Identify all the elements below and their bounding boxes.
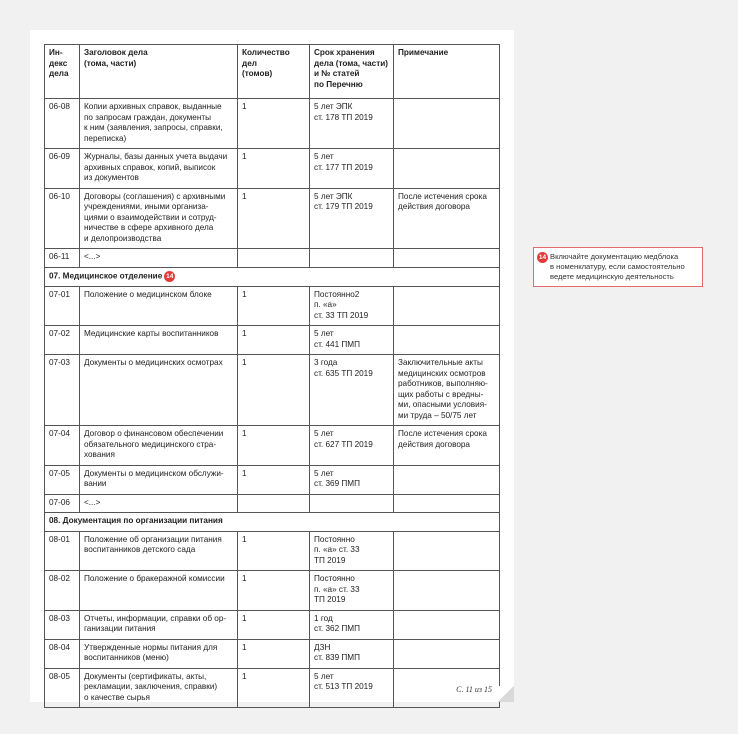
table-row bbox=[45, 149, 500, 189]
cell-retention: 5 лет ЭПК ст. 179 ТП 2019 bbox=[310, 188, 394, 249]
cell-count bbox=[238, 249, 310, 268]
cell-note: После истечения срока действия договора bbox=[394, 426, 500, 466]
section-title bbox=[45, 267, 500, 286]
cell-count: 1 bbox=[238, 610, 310, 639]
cell-title: Договор о финансовом обеспечении обязательного медицинского стра- хования bbox=[80, 426, 238, 466]
table-row bbox=[45, 531, 500, 571]
cell-index: 07-05 bbox=[45, 465, 80, 494]
cell-note bbox=[394, 494, 500, 513]
cell-note bbox=[394, 326, 500, 355]
cell-note bbox=[394, 249, 500, 268]
table-row bbox=[45, 494, 500, 513]
table-row bbox=[45, 426, 500, 466]
cell-count bbox=[238, 494, 310, 513]
table-row bbox=[45, 249, 500, 268]
header-note: Примечание bbox=[394, 45, 500, 99]
table-row bbox=[45, 668, 500, 708]
cell-retention: 5 лет ст. 627 ТП 2019 bbox=[310, 426, 394, 466]
table-row bbox=[45, 639, 500, 668]
cell-retention: ДЗН ст. 839 ПМП bbox=[310, 639, 394, 668]
header-retention: Срок хранения дела (тома, части) и № статей по Перечню bbox=[310, 45, 394, 99]
cell-retention: Постоянно2 п. «а» ст. 33 ТП 2019 bbox=[310, 286, 394, 326]
cell-title: Положение об организации питания воспитанников детского сада bbox=[80, 531, 238, 571]
page-fold-corner bbox=[498, 686, 514, 702]
cell-retention: 5 лет ст. 369 ПМП bbox=[310, 465, 394, 494]
cell-index: 07-03 bbox=[45, 355, 80, 426]
cell-title: Положение о медицинском блоке bbox=[80, 286, 238, 326]
header-count: Количество дел (томов) bbox=[238, 45, 310, 99]
cell-retention: 5 лет ЭПК ст. 178 ТП 2019 bbox=[310, 99, 394, 149]
page-number: С. 11 из 15 bbox=[456, 685, 492, 694]
cell-note bbox=[394, 639, 500, 668]
cell-note bbox=[394, 286, 500, 326]
cell-retention: 5 лет ст. 441 ПМП bbox=[310, 326, 394, 355]
section-title-text: 08. Документация по организации питания bbox=[49, 516, 223, 526]
header-title: Заголовок дела (тома, части) bbox=[80, 45, 238, 99]
table-row bbox=[45, 465, 500, 494]
note-number-badge: 14 bbox=[538, 254, 547, 261]
cell-count: 1 bbox=[238, 465, 310, 494]
cell-index: 07-01 bbox=[45, 286, 80, 326]
cell-title: Утвержденные нормы питания для воспитанников (меню) bbox=[80, 639, 238, 668]
cell-title: Документы о медицинских осмотрах bbox=[80, 355, 238, 426]
cell-retention: 5 лет ст. 513 ТП 2019 bbox=[310, 668, 394, 708]
cell-note bbox=[394, 149, 500, 189]
cell-index: 08-03 bbox=[45, 610, 80, 639]
cell-index: 06-10 bbox=[45, 188, 80, 249]
cell-index: 06-11 bbox=[45, 249, 80, 268]
cell-retention: 1 год ст. 362 ПМП bbox=[310, 610, 394, 639]
cell-note bbox=[394, 99, 500, 149]
cell-title: <...> bbox=[80, 249, 238, 268]
table-row bbox=[45, 286, 500, 326]
cell-index: 08-05 bbox=[45, 668, 80, 708]
cell-note bbox=[394, 465, 500, 494]
cell-count: 1 bbox=[238, 188, 310, 249]
cell-index: 08-04 bbox=[45, 639, 80, 668]
table-row bbox=[45, 188, 500, 249]
cell-title: Положение о бракеражной комиссии bbox=[80, 571, 238, 611]
cell-retention: Постоянно п. «а» ст. 33 ТП 2019 bbox=[310, 571, 394, 611]
header-index: Ин- декс дела bbox=[45, 45, 80, 99]
cell-title: Отчеты, информации, справки об ор- ганизации питания bbox=[80, 610, 238, 639]
cell-count: 1 bbox=[238, 668, 310, 708]
cell-count: 1 bbox=[238, 571, 310, 611]
cell-count: 1 bbox=[238, 531, 310, 571]
cell-note: После истечения срока действия договора bbox=[394, 188, 500, 249]
document-page bbox=[30, 30, 514, 702]
cell-index: 08-02 bbox=[45, 571, 80, 611]
cell-count: 1 bbox=[238, 639, 310, 668]
cell-count: 1 bbox=[238, 99, 310, 149]
table-header-row bbox=[45, 45, 500, 99]
note-number-badge: 14 bbox=[166, 272, 174, 280]
cell-title: Медицинские карты воспитанников bbox=[80, 326, 238, 355]
side-note bbox=[533, 247, 703, 287]
cell-title: Журналы, базы данных учета выдачи архивных справок, копий, выписок из документов bbox=[80, 149, 238, 189]
cell-title: Документы (сертификаты, акты, рекламации, заключения, справки) о качестве сырья bbox=[80, 668, 238, 708]
cell-retention bbox=[310, 494, 394, 513]
cell-note bbox=[394, 531, 500, 571]
table-row bbox=[45, 355, 500, 426]
section-title bbox=[45, 513, 500, 532]
cell-count: 1 bbox=[238, 326, 310, 355]
table-row bbox=[45, 99, 500, 149]
cell-note: Заключительные акты медицинских осмотров работников, выполняю- щих работы с вредны- ми, опасными условия- ми труда – 50/75 лет bbox=[394, 355, 500, 426]
cell-note bbox=[394, 610, 500, 639]
cell-note bbox=[394, 571, 500, 611]
table-row bbox=[45, 326, 500, 355]
cell-index: 07-06 bbox=[45, 494, 80, 513]
section-row bbox=[45, 513, 500, 532]
cell-count: 1 bbox=[238, 149, 310, 189]
cell-index: 07-02 bbox=[45, 326, 80, 355]
cell-title: Копии архивных справок, выданные по запросам граждан, документы к ним (заявления, запросы, справки, переписка) bbox=[80, 99, 238, 149]
section-title-text: 07. Медицинское отделение bbox=[49, 271, 163, 281]
cell-index: 08-01 bbox=[45, 531, 80, 571]
cell-count: 1 bbox=[238, 355, 310, 426]
cell-retention: Постоянно п. «а» ст. 33 ТП 2019 bbox=[310, 531, 394, 571]
cell-title: <...> bbox=[80, 494, 238, 513]
cell-count: 1 bbox=[238, 286, 310, 326]
table-row bbox=[45, 610, 500, 639]
nomenclature-table bbox=[44, 44, 500, 708]
cell-index: 07-04 bbox=[45, 426, 80, 466]
cell-index: 06-09 bbox=[45, 149, 80, 189]
cell-title: Документы о медицинском обслужи- вании bbox=[80, 465, 238, 494]
table-row bbox=[45, 571, 500, 611]
cell-title: Договоры (соглашения) с архивными учреждениями, иными организа- циями о взаимодействии и сотруд- ничестве в сфере архивного дела и делопроизводства bbox=[80, 188, 238, 249]
cell-retention: 5 лет ст. 177 ТП 2019 bbox=[310, 149, 394, 189]
section-row bbox=[45, 267, 500, 286]
cell-retention: 3 года ст. 635 ТП 2019 bbox=[310, 355, 394, 426]
table-body bbox=[45, 99, 500, 708]
cell-count: 1 bbox=[238, 426, 310, 466]
cell-retention bbox=[310, 249, 394, 268]
side-note-text: Включайте документацию медблока в номенклатуру, если самостоятельно ведете медицинскую деятельность bbox=[550, 252, 685, 281]
cell-index: 06-08 bbox=[45, 99, 80, 149]
